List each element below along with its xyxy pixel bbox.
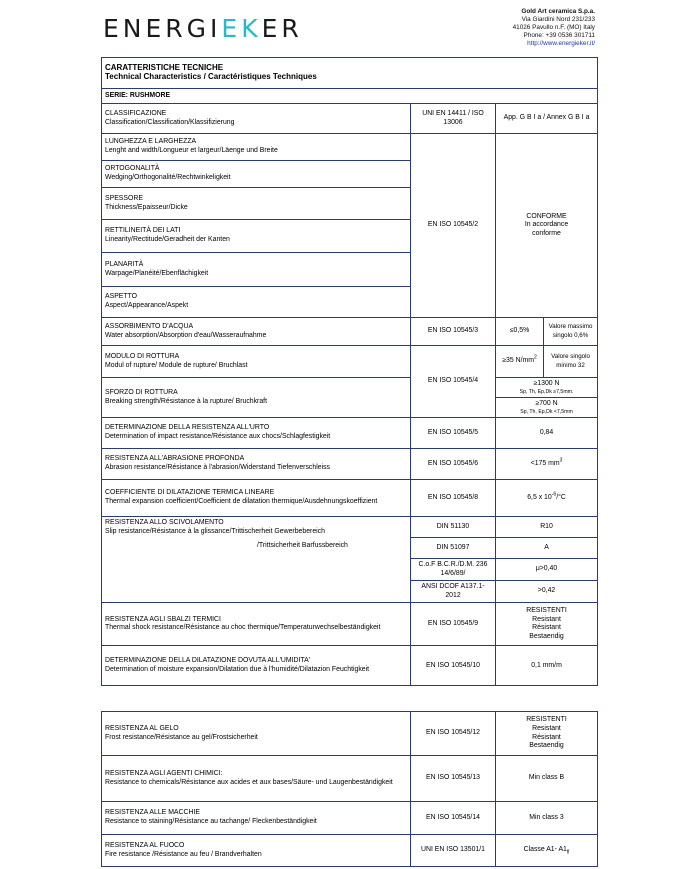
norm-cell: UNI EN ISO 13501/1 <box>411 835 496 867</box>
series-name: SERIE: RUSHMORE <box>102 89 598 104</box>
row-sbalzi <box>102 603 598 646</box>
row-title: CLASSIFICAZIONE <box>105 109 167 117</box>
norm-cell: EN ISO 10545/10 <box>411 646 496 686</box>
row-title: ASPETTO <box>105 293 138 301</box>
company-address-block <box>513 8 595 48</box>
value-line-4: Bestaendig <box>529 742 564 750</box>
sforzo-note-large: Sp, Th, Ep,Dk ≥7,5mm. <box>519 388 574 395</box>
company-website-link[interactable]: http://www.energieker.it/ <box>527 40 595 47</box>
row-sforzo <box>102 378 598 398</box>
value-cell: 0,1 mm/m <box>496 646 598 686</box>
title-row <box>102 58 598 89</box>
norm-cell-iso-10545-2: EN ISO 10545/2 <box>411 134 496 318</box>
company-city: 41026 Pavullo n.F. (MO) Italy <box>512 24 595 31</box>
value-cell: μ>0,40 <box>496 559 598 581</box>
norm-cell: ANSI DCOF A137.1-2012 <box>411 581 496 603</box>
row-classificazione <box>102 104 598 134</box>
norm-cell: EN ISO 10545/9 <box>411 603 496 646</box>
row-subtitle: Abrasion resistance/Résistance à l'abrasion/Widerstand Tiefenverschleiss <box>105 464 330 471</box>
value-cell <box>496 712 598 756</box>
norm-cell: DIN 51097 <box>411 538 496 559</box>
technical-characteristics-table <box>101 57 598 686</box>
row-subtitle: Determination of impact resistance/Résistance aux chocs/Schlagfestigkeit <box>105 433 331 440</box>
value-cell: Min class 3 <box>496 802 598 835</box>
logo-text-start: ENERGI <box>103 14 222 43</box>
row-title: RETTILINEITÀ DEI LATI <box>105 227 181 235</box>
value-line-3: Résistant <box>532 733 561 741</box>
sforzo-value-1 <box>496 378 598 398</box>
row-title: ORTOGONALITÀ <box>105 165 160 173</box>
value-line-2: Resistant <box>532 724 561 732</box>
row-title: SPESSORE <box>105 194 143 202</box>
norm-cell: C.o.F B.C.R./D.M. 236 14/6/89/ <box>411 559 496 581</box>
row-subtitle: Warpage/Planéité/Ebenflächigkeit <box>105 269 209 277</box>
company-street: Via Giardini Nord 231/233 <box>521 16 595 23</box>
row-subtitle: Thermal expansion coefficient/Coefficient de dilatation thermique/Ausdehnungskoeffizient <box>105 498 378 505</box>
value-cell: R10 <box>496 517 598 538</box>
value-cell: App. G B I a / Annex G B I a <box>496 104 598 134</box>
row-title: RESISTENZA ALLO SCIVOLAMENTO <box>105 519 224 526</box>
row-title: RESISTENZA AGLI SBALZI TERMICI <box>105 615 221 623</box>
row-subtitle: Modul of rupture/ Module de rupture/ Bruchlast <box>105 361 248 369</box>
modulo-value: ≥35 N/mm <box>502 357 534 365</box>
value-cell: ≥35 $N/mm^2$ <box>496 346 544 378</box>
row-title: ASSORBIMENTO D'ACQUA <box>105 322 194 330</box>
row-title: DETERMINAZIONE DELLA DILATAZIONE DOVUTA ALL'UMIDITA' <box>105 657 311 665</box>
row-subtitle: Slip resistance/Résistance à la glissance/Trittischerheit Gewerbebereich <box>105 527 325 535</box>
row-subtitle: Thickness/Epaisseur/Dicke <box>105 203 188 211</box>
row-macchie <box>102 802 598 835</box>
conforme-line-2: In accordance <box>524 221 569 229</box>
norm-cell: EN ISO 10545/6 <box>411 449 496 480</box>
row-chimici <box>102 756 598 802</box>
fuoco-value: Classe A1- A1 <box>523 846 567 854</box>
conforme-line-3: conforme <box>532 229 561 237</box>
row-subtitle: Thermal shock resistance/Résistance au choc thermique/Temperaturwechselbeständigkeit <box>105 624 381 632</box>
norm-cell: EN ISO 10545/8 <box>411 480 496 517</box>
norm-cell-iso-10545-4: EN ISO 10545/4 <box>411 346 496 418</box>
row-subtitle-2: /Trittsicherheit Barfussbereich <box>257 542 348 550</box>
value-line-3: Résistant <box>532 624 561 632</box>
conforme-line-1: CONFORME <box>526 212 567 220</box>
sforzo-note-small: Sp, Th, Ep,Dk <7,5mm <box>520 408 573 415</box>
value-cell: 0,84 <box>496 418 598 449</box>
value-cell: Min class B <box>496 756 598 802</box>
sforzo-value-small: ≥700 N <box>535 400 558 408</box>
row-subtitle: Resistance to chemicals/Résistance aux acides et aux bases/Säure- und Laugenbeständigkeit <box>105 778 393 786</box>
norm-cell: DIN 51130 <box>411 517 496 538</box>
table-title <box>102 58 598 89</box>
series-row <box>102 89 598 104</box>
value-cell: A <box>496 538 598 559</box>
row-scivolamento-1 <box>102 517 598 538</box>
company-name: Gold Art ceramica S.p.a. <box>521 8 595 15</box>
row-title: COEFFICIENTE DI DILATAZIONE TERMICA LINEARE <box>105 489 275 497</box>
dilatazione-value: 6,5 x 10 <box>527 493 552 501</box>
norm-cell: EN ISO 10545/12 <box>411 712 496 756</box>
value-line-1: RESISTENTI <box>526 716 567 724</box>
norm-cell: EN ISO 10545/13 <box>411 756 496 802</box>
value-cell: ≤0,5% <box>496 318 544 346</box>
value-note: Valore massimo singolo 0,6% <box>544 318 598 346</box>
row-title: MODULO DI ROTTURA <box>105 352 180 360</box>
row-subtitle: Linearity/Rectitude/Geradheit der Kanten <box>105 236 230 243</box>
row-title: DETERMINAZIONE DELLA RESISTENZA ALL'URTO <box>105 424 270 432</box>
row-title: RESISTENZA AGLI AGENTI CHIMICI: <box>105 769 223 777</box>
title-english: Technical Characteristics / Caractéristiques Techniques <box>105 72 317 81</box>
value-cell: >0,42 <box>496 581 598 603</box>
row-urto <box>102 418 598 449</box>
row-assorbimento <box>102 318 598 346</box>
technical-characteristics-table-2 <box>101 711 598 867</box>
row-fuoco <box>102 835 598 867</box>
abrasione-value: <175 mm <box>530 459 560 467</box>
row-subtitle: Frost resistance/Résistance au gel/Frostsicherheit <box>105 733 258 741</box>
dilatazione-unit: /°C <box>556 493 566 501</box>
sforzo-value-large: ≥1300 N <box>533 380 560 388</box>
row-subtitle: Determination of moisture expansion/Dilatation due à l'humidité/Dilatazion Feuchtigkeit <box>105 665 370 673</box>
value-cell <box>496 603 598 646</box>
row-subtitle: Water absorption/Absorption d'eau/Wasseraufnahme <box>105 331 267 339</box>
value-line-4: Bestaendig <box>529 632 564 640</box>
value-cell <box>496 835 598 867</box>
row-subtitle: Wedging/Orthogonalité/Rechtwinkeligkeit <box>105 174 231 181</box>
row-title: RESISTENZA AL GELO <box>105 724 179 732</box>
dilatazione-exponent: -6 <box>551 491 557 498</box>
value-cell-conforme <box>496 134 598 318</box>
row-subtitle: Aspect/Appearance/Aspekt <box>105 302 189 309</box>
row-subtitle: Lenght and width/Longueur et largeur/Läenge und Breite <box>105 147 278 154</box>
norm-cell: EN ISO 10545/5 <box>411 418 496 449</box>
logo-text-end: ER <box>261 14 303 43</box>
value-note: Valore singolo minimo 32 <box>544 346 598 378</box>
fuoco-value-subscript: fl <box>566 849 570 856</box>
row-subtitle: Fire resistance /Résistance au feu / Brandverhalten <box>105 850 262 858</box>
norm-cell: EN ISO 10545/3 <box>411 318 496 346</box>
energieker-logo <box>103 14 303 43</box>
row-modulo <box>102 346 598 378</box>
row-title: LUNGHEZZA E LARGHEZZA <box>105 138 197 146</box>
row-abrasione <box>102 449 598 480</box>
sforzo-value-2 <box>496 398 598 418</box>
value-line-1: RESISTENTI <box>526 607 567 615</box>
row-gelo <box>102 712 598 756</box>
row-title: SFORZO DI ROTTURA <box>105 388 178 396</box>
company-phone: Phone: +39 0536 301711 <box>523 32 595 39</box>
row-subtitle: Breaking strength/Résistance à la rupture/ Bruchkraft <box>105 397 268 405</box>
value-cell: <175 $mm^3$ <box>496 449 598 480</box>
logo-text-accent: EK <box>221 14 262 43</box>
row-title: PLANARITÀ <box>105 260 144 268</box>
norm-cell: UNI EN 14411 / ISO 13006 <box>411 104 496 134</box>
row-subtitle: Resistance to staining/Résistance au tachange/ Fleckenbeständigkeit <box>105 818 317 825</box>
value-line-2: Resistant <box>532 615 561 623</box>
row-title: RESISTENZA ALL'ABRASIONE PROFONDA <box>105 455 245 463</box>
row-subtitle: Classification/Classification/Klassifizierung <box>105 118 235 126</box>
row-dilatazione <box>102 480 598 517</box>
norm-cell: EN ISO 10545/14 <box>411 802 496 835</box>
title-italian: CARATTERISTICHE TECNICHE <box>105 63 224 73</box>
row-lunghezza <box>102 134 598 161</box>
row-umidita <box>102 646 598 686</box>
row-title: RESISTENZA ALLE MACCHIE <box>105 809 200 817</box>
row-title: RESISTENZA AL FUOCO <box>105 841 185 849</box>
value-cell <box>496 480 598 517</box>
scivolamento-description <box>102 517 411 603</box>
